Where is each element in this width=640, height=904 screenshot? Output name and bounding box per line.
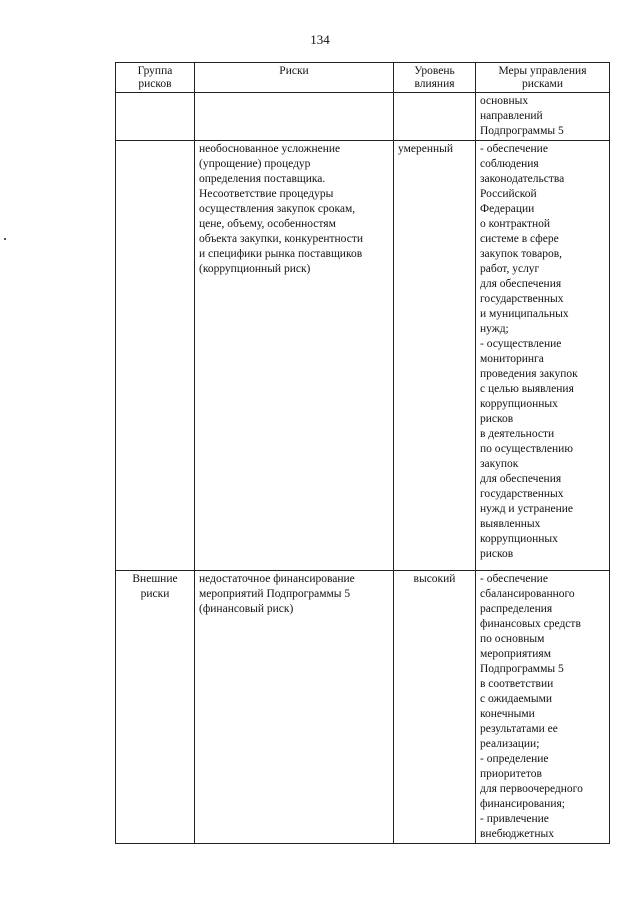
cell-impact — [394, 93, 476, 141]
cell-risk-group — [116, 141, 195, 571]
table-header-row — [116, 63, 610, 93]
cell-impact: умеренный — [394, 141, 476, 571]
header-impact-level: Уровень влияния — [394, 63, 476, 93]
page-number: 134 — [310, 32, 330, 47]
risk-table — [115, 62, 610, 844]
cell-risk — [195, 93, 394, 141]
table-row — [116, 141, 610, 571]
header-risk-group: Группа рисков — [116, 63, 195, 93]
scan-speck — [4, 238, 6, 240]
cell-measures: - обеспечение сбалансированного распределения финансовых средств по основным мероприятиям Подпрограммы 5 в соответствии с ожидаемыми конечными результатами ее реализации; - определение приоритетов для первоочередного финансирования; - привлечение внебюджетных — [476, 571, 610, 844]
cell-risk-group: Внешние риски — [116, 571, 195, 844]
cell-measures: - обеспечение соблюдения законодательства Российской Федерации о контрактной системе в сфере закупок товаров, работ, услуг для обеспечения государственных и муниципальных нужд; - осуществление мониторинга проведения закупок с целью выявления коррупционных рисков в деятельности по осуществлению закупок для обеспечения государственных нужд и устранение выявленных коррупционных рисков — [476, 141, 610, 571]
table-row — [116, 93, 610, 141]
header-risks: Риски — [195, 63, 394, 93]
table-row — [116, 571, 610, 844]
cell-risk: недостаточное финансирование мероприятий Подпрограммы 5 (финансовый риск) — [195, 571, 394, 844]
cell-measures: основных направлений Подпрограммы 5 — [476, 93, 610, 141]
cell-risk: необоснованное усложнение (упрощение) процедур определения поставщика. Несоответствие процедуры осуществления закупок срокам, цене, объему, особенностям объекта закупки, конкурентности и специфики рынка поставщиков (коррупционный риск) — [195, 141, 394, 571]
cell-impact: высокий — [394, 571, 476, 844]
header-risk-measures: Меры управления рисками — [476, 63, 610, 93]
cell-risk-group — [116, 93, 195, 141]
